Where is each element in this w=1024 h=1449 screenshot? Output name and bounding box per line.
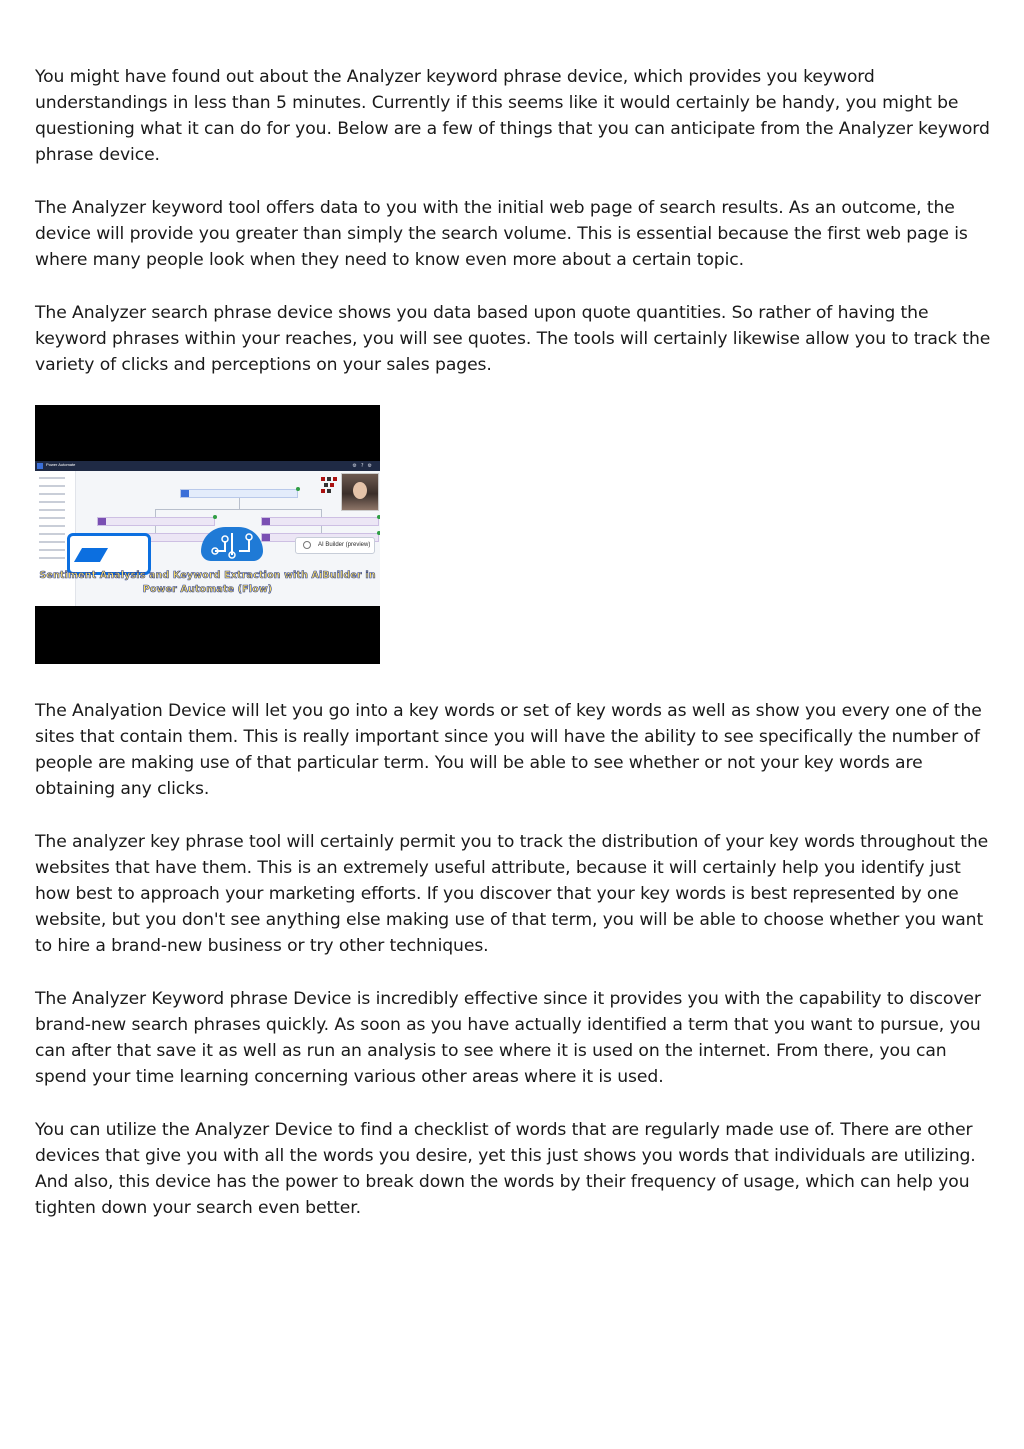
flow-connector — [155, 526, 156, 533]
caption-line-1: Sentiment Analysis and Keyword Extraction with AiBuilder in — [39, 570, 376, 581]
article-body — [35, 64, 995, 1248]
app-launcher-icon — [37, 463, 43, 469]
channel-logo-icon — [321, 477, 339, 495]
nav-item — [39, 493, 65, 495]
paragraph-3: The Analyzer search phrase device shows you data based upon quote quantities. So rather of having the keyword phrases within your reaches, you will see quotes. The tools will certainly likewise allow you to track the variety of clicks and perceptions on your sales pages. — [35, 303, 991, 375]
nav-item — [39, 525, 65, 527]
paragraph-7: You can utilize the Analyzer Device to find a checklist of words that are regularly made use of. There are other devices that give you with all the words you desire, yet this just shows you words that individuals are utilizing. And also, this device has the power to break down the words by their frequency of usage, which can help you tighten down your search even better. — [35, 1120, 976, 1218]
flow-connector — [155, 509, 321, 510]
flow-step-icon — [181, 490, 189, 497]
flow-step-icon — [262, 518, 270, 525]
flow-connector — [321, 526, 322, 533]
presenter-face — [353, 482, 367, 499]
flow-sentiment-step — [97, 517, 215, 526]
video-caption — [35, 569, 380, 597]
paragraph-6: The Analyzer Keyword phrase Device is incredibly effective since it provides you with the capability to discover brand-new search phrases quickly. As soon as you have actually identified a term that you want to pursue, you can after that save it as well as run an analysis to see where it is used on the internet. From there, you can spend your time learning concerning various other areas where it is used. — [35, 989, 981, 1087]
nav-item — [39, 557, 65, 559]
check-icon — [213, 515, 217, 519]
lightbulb-icon — [303, 541, 311, 549]
flow-step-icon — [98, 518, 106, 525]
nav-item — [39, 549, 65, 551]
caption-line-2: Power Automate (Flow) — [142, 584, 273, 595]
presenter-webcam — [341, 473, 379, 511]
flow-trigger-step — [180, 489, 298, 498]
nav-item — [39, 533, 65, 535]
ai-builder-label: AI Builder (preview) — [318, 542, 371, 548]
paragraph-2: The Analyzer keyword tool offers data to you with the initial web page of search results. As an outcome, the device will provide you greater than simply the search volume. This is essential because the first web page is where many people look when they need to know even more about a certain topic. — [35, 198, 968, 270]
nav-item — [39, 509, 65, 511]
nav-item — [39, 541, 65, 543]
paragraph-1: You might have found out about the Analyzer keyword phrase device, which provides you keyword understandings in less than 5 minutes. Currently if this seems like it would certainly be handy, you might be questioning what it can do for you. Below are a few of things that you can anticipate from the Analyzer keyword phrase device. — [35, 67, 990, 165]
nav-item — [39, 517, 65, 519]
check-icon — [377, 515, 380, 519]
nav-item — [39, 485, 65, 487]
ai-builder-badge — [295, 537, 375, 554]
check-icon — [296, 487, 300, 491]
flow-step-icon — [262, 534, 270, 541]
header-icons: ⚙?⚙ — [352, 463, 376, 469]
paragraph-5: The analyzer key phrase tool will certainly permit you to track the distribution of your key words throughout the websites that have them. This is an extremely useful attribute, because it will certainly help you identify just how best to approach your marketing efforts. If you discover that your key words is best represented by one website, but you don't see anything else making use of that term, you will be able to choose whether you want to hire a brand-new business or try other techniques. — [35, 832, 989, 956]
video-thumbnail[interactable] — [35, 405, 380, 664]
ai-circuit-brain-icon — [201, 527, 263, 561]
logo-arrow — [74, 548, 108, 562]
nav-item — [39, 477, 65, 479]
flow-keyword-step — [261, 517, 379, 526]
flow-connector — [155, 509, 156, 517]
paragraph-4: The Analyation Device will let you go into a key words or set of key words as well as show you every one of the sites that contain them. This is really important since you will have the ability to see specifically the number of people are making use of that particular term. You will be able to see whether or not your key words are obtaining any clicks. — [35, 701, 982, 799]
flow-connector — [321, 509, 322, 517]
check-icon — [377, 531, 380, 535]
app-header-bar — [35, 461, 380, 471]
app-name: Power Automate — [46, 462, 76, 467]
nav-item — [39, 501, 65, 503]
